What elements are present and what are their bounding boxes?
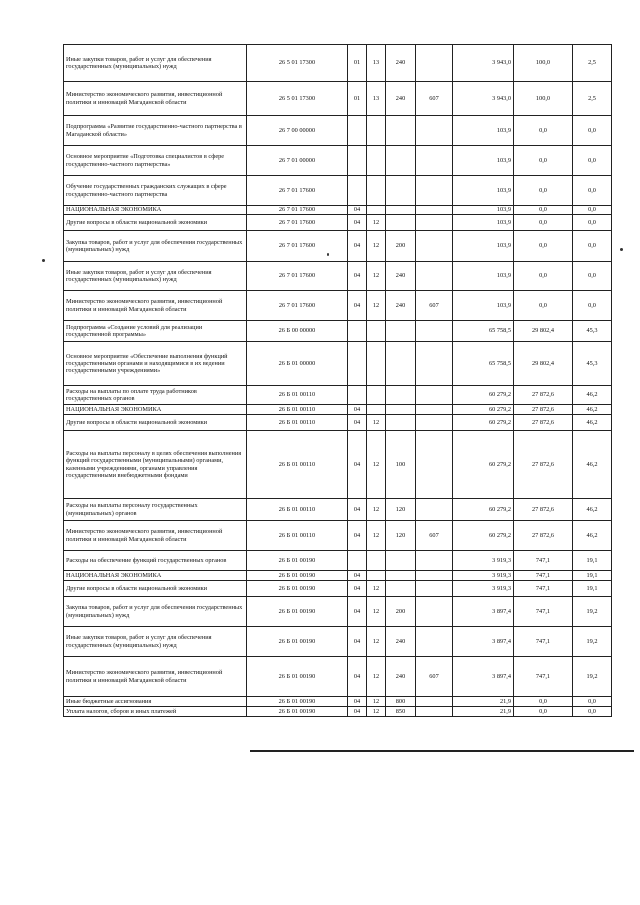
cell-plan: 60 279,2 (453, 499, 514, 521)
table-row (64, 321, 612, 342)
cell-exec: 0,0 (514, 176, 573, 206)
cell-sec: 01 (348, 45, 367, 82)
cell-sec: 04 (348, 415, 367, 431)
cell-pct: 46,2 (573, 405, 612, 415)
table-row (64, 551, 612, 571)
cell-dept (416, 627, 453, 657)
cell-dept (416, 231, 453, 262)
cell-pct: 45,3 (573, 321, 612, 342)
cell-exec: 747,1 (514, 597, 573, 627)
cell-plan: 103,9 (453, 116, 514, 146)
cell-dept (416, 707, 453, 717)
table-row (64, 116, 612, 146)
cell-plan: 103,9 (453, 231, 514, 262)
cell-dept (416, 45, 453, 82)
table-row (64, 342, 612, 386)
table-row (64, 521, 612, 551)
cell-plan: 3 919,3 (453, 551, 514, 571)
cell-code: 26 Б 01 00190 (247, 657, 348, 697)
cell-exec: 100,0 (514, 45, 573, 82)
cell-sub: 12 (367, 697, 386, 707)
cell-name: Министерство экономического развития, инвестиционной политики и инноваций Магаданской области (64, 657, 247, 697)
cell-dept: 607 (416, 291, 453, 321)
cell-sec: 04 (348, 215, 367, 231)
cell-sec: 04 (348, 231, 367, 262)
cell-sub: 12 (367, 707, 386, 717)
cell-exp: 240 (386, 262, 416, 291)
cell-exp (386, 551, 416, 571)
cell-exec: 0,0 (514, 697, 573, 707)
cell-sub: 13 (367, 82, 386, 116)
cell-sub (367, 321, 386, 342)
cell-sub (367, 386, 386, 405)
budget-table (63, 44, 612, 717)
cell-exp (386, 206, 416, 215)
cell-pct: 46,2 (573, 415, 612, 431)
cell-exp: 240 (386, 657, 416, 697)
cell-sub: 12 (367, 581, 386, 597)
cell-plan: 103,9 (453, 176, 514, 206)
cell-name: Основное мероприятие «Обеспечение выполнения функций государственными органами и находящимися в их ведении государственными учреждениями» (64, 342, 247, 386)
cell-sec (348, 342, 367, 386)
table-row (64, 431, 612, 499)
cell-exp: 100 (386, 431, 416, 499)
cell-name: Министерство экономического развития, инвестиционной политики и инноваций Магаданской области (64, 82, 247, 116)
cell-exec: 27 872,6 (514, 386, 573, 405)
cell-sec (348, 321, 367, 342)
cell-name: Закупка товаров, работ и услуг для обеспечения государственных (муниципальных) нужд (64, 231, 247, 262)
cell-sub (367, 342, 386, 386)
cell-sub: 12 (367, 431, 386, 499)
cell-name: Другие вопросы в области национальной экономики (64, 581, 247, 597)
cell-code: 26 7 01 17600 (247, 206, 348, 215)
cell-plan: 103,9 (453, 262, 514, 291)
cell-dept (416, 146, 453, 176)
table-row (64, 405, 612, 415)
cell-name: Подпрограмма «Создание условий для реализации государственной программы» (64, 321, 247, 342)
cell-sec: 04 (348, 627, 367, 657)
cell-code: 26 Б 01 00110 (247, 405, 348, 415)
cell-dept (416, 215, 453, 231)
cell-dept (416, 415, 453, 431)
cell-sec: 04 (348, 291, 367, 321)
cell-sub (367, 146, 386, 176)
cell-plan: 60 279,2 (453, 521, 514, 551)
cell-exec: 29 802,4 (514, 342, 573, 386)
cell-plan: 103,9 (453, 146, 514, 176)
cell-pct: 19,2 (573, 627, 612, 657)
cell-code: 26 7 01 17600 (247, 215, 348, 231)
table-row (64, 386, 612, 405)
cell-name: Иные закупки товаров, работ и услуг для обеспечения государственных (муниципальных) нужд (64, 627, 247, 657)
cell-pct: 0,0 (573, 291, 612, 321)
cell-dept (416, 206, 453, 215)
cell-exec: 100,0 (514, 82, 573, 116)
cell-exec: 0,0 (514, 146, 573, 176)
cell-dept: 607 (416, 657, 453, 697)
cell-code: 26 7 01 17600 (247, 176, 348, 206)
cell-code: 26 Б 01 00190 (247, 581, 348, 597)
cell-name: Закупка товаров, работ и услуг для обеспечения государственных (муниципальных) нужд (64, 597, 247, 627)
cell-exec: 0,0 (514, 291, 573, 321)
cell-exec: 29 802,4 (514, 321, 573, 342)
cell-dept: 607 (416, 521, 453, 551)
cell-code: 26 Б 01 00190 (247, 697, 348, 707)
cell-exp: 240 (386, 45, 416, 82)
cell-pct: 46,2 (573, 521, 612, 551)
cell-exp: 240 (386, 82, 416, 116)
cell-sec: 04 (348, 206, 367, 215)
cell-code: 26 7 00 00000 (247, 116, 348, 146)
cell-sec: 04 (348, 405, 367, 415)
cell-plan: 60 279,2 (453, 386, 514, 405)
cell-plan: 3 897,4 (453, 627, 514, 657)
cell-name: Другие вопросы в области национальной экономики (64, 415, 247, 431)
binding-hole-mark (42, 259, 45, 262)
cell-sub: 12 (367, 627, 386, 657)
cell-dept (416, 697, 453, 707)
cell-sub: 12 (367, 521, 386, 551)
cell-sub: 13 (367, 45, 386, 82)
cell-code: 26 Б 01 00000 (247, 342, 348, 386)
cell-sec: 04 (348, 571, 367, 581)
cell-exp (386, 215, 416, 231)
cell-exec: 747,1 (514, 571, 573, 581)
cell-exec: 0,0 (514, 262, 573, 291)
table-row (64, 707, 612, 717)
cell-sec (348, 116, 367, 146)
cell-exp (386, 571, 416, 581)
table-row (64, 45, 612, 82)
cell-exp (386, 405, 416, 415)
cell-name: Расходы на выплаты персоналу в целях обеспечения выполнения функций государственными (муниципальными) органами, казенными учреждениями, органами управления государственными внебюджетными фондами (64, 431, 247, 499)
cell-exp: 850 (386, 707, 416, 717)
cell-sec: 04 (348, 431, 367, 499)
cell-exp: 240 (386, 291, 416, 321)
cell-code: 26 7 01 17600 (247, 262, 348, 291)
cell-name: Расходы на выплаты персоналу государственных (муниципальных) органов (64, 499, 247, 521)
cell-sec: 04 (348, 657, 367, 697)
table-row (64, 499, 612, 521)
cell-dept (416, 551, 453, 571)
cell-exec: 27 872,6 (514, 521, 573, 551)
cell-sec: 04 (348, 597, 367, 627)
cell-sub: 12 (367, 597, 386, 627)
cell-pct: 19,2 (573, 657, 612, 697)
cell-sub: 12 (367, 262, 386, 291)
cell-pct: 19,1 (573, 551, 612, 571)
cell-pct: 0,0 (573, 215, 612, 231)
cell-code: 26 Б 01 00190 (247, 551, 348, 571)
cell-pct: 0,0 (573, 231, 612, 262)
cell-code: 26 Б 00 00000 (247, 321, 348, 342)
table-row (64, 146, 612, 176)
footer-rule (250, 750, 634, 752)
cell-pct: 19,1 (573, 581, 612, 597)
cell-name: Министерство экономического развития, инвестиционной политики и инноваций Магаданской области (64, 291, 247, 321)
cell-name: Иные закупки товаров, работ и услуг для обеспечения государственных (муниципальных) нужд (64, 45, 247, 82)
cell-dept (416, 321, 453, 342)
cell-sub: 12 (367, 231, 386, 262)
cell-code: 26 7 01 17600 (247, 291, 348, 321)
cell-code: 26 Б 01 00190 (247, 571, 348, 581)
cell-code: 26 7 01 00000 (247, 146, 348, 176)
table-row (64, 581, 612, 597)
cell-dept (416, 342, 453, 386)
cell-name: Подпрограмма «Развитие государственно-частного партнерства в Магаданской области» (64, 116, 247, 146)
cell-plan: 65 758,5 (453, 321, 514, 342)
cell-dept (416, 581, 453, 597)
cell-exp (386, 321, 416, 342)
cell-code: 26 Б 01 00110 (247, 499, 348, 521)
cell-pct: 0,0 (573, 116, 612, 146)
cell-plan: 3 919,3 (453, 581, 514, 597)
cell-name: Обучение государственных гражданских служащих в сфере государственно-частного партнерства (64, 176, 247, 206)
cell-dept (416, 386, 453, 405)
cell-exec: 747,1 (514, 657, 573, 697)
cell-code: 26 Б 01 00190 (247, 707, 348, 717)
cell-name: Расходы на выплаты по оплате труда работников государственных органов (64, 386, 247, 405)
cell-plan: 60 279,2 (453, 415, 514, 431)
scan-speck-mark (327, 253, 329, 256)
cell-sub: 12 (367, 291, 386, 321)
cell-name: НАЦИОНАЛЬНАЯ ЭКОНОМИКА (64, 405, 247, 415)
cell-sec: 04 (348, 499, 367, 521)
table-row (64, 415, 612, 431)
cell-exp (386, 176, 416, 206)
cell-pct: 0,0 (573, 697, 612, 707)
cell-plan: 103,9 (453, 291, 514, 321)
cell-pct: 0,0 (573, 176, 612, 206)
cell-exp (386, 386, 416, 405)
cell-exp (386, 415, 416, 431)
cell-exec: 0,0 (514, 116, 573, 146)
cell-pct: 0,0 (573, 707, 612, 717)
table-row (64, 82, 612, 116)
cell-dept (416, 571, 453, 581)
cell-plan: 21,9 (453, 707, 514, 717)
cell-code: 26 Б 01 00110 (247, 386, 348, 405)
cell-sub: 12 (367, 499, 386, 521)
cell-sec: 04 (348, 707, 367, 717)
cell-code: 26 Б 01 00190 (247, 597, 348, 627)
cell-code: 26 5 01 17300 (247, 82, 348, 116)
cell-exec: 0,0 (514, 707, 573, 717)
cell-code: 26 Б 01 00110 (247, 521, 348, 551)
cell-dept (416, 405, 453, 415)
table-row (64, 176, 612, 206)
cell-name: Иные бюджетные ассигнования (64, 697, 247, 707)
cell-sub (367, 405, 386, 415)
cell-sub (367, 176, 386, 206)
cell-sec: 04 (348, 521, 367, 551)
cell-exec: 0,0 (514, 215, 573, 231)
cell-exp: 200 (386, 231, 416, 262)
cell-dept (416, 116, 453, 146)
cell-sec: 04 (348, 262, 367, 291)
cell-sec (348, 551, 367, 571)
cell-name: Министерство экономического развития, инвестиционной политики и инноваций Магаданской области (64, 521, 247, 551)
cell-plan: 3 897,4 (453, 597, 514, 627)
cell-sec: 04 (348, 581, 367, 597)
cell-pct: 46,2 (573, 386, 612, 405)
cell-pct: 2,5 (573, 45, 612, 82)
cell-exp: 800 (386, 697, 416, 707)
cell-exec: 27 872,6 (514, 405, 573, 415)
cell-name: НАЦИОНАЛЬНАЯ ЭКОНОМИКА (64, 571, 247, 581)
cell-sec (348, 176, 367, 206)
cell-sub (367, 571, 386, 581)
cell-sec: 04 (348, 697, 367, 707)
cell-pct: 46,2 (573, 499, 612, 521)
cell-sub: 12 (367, 415, 386, 431)
cell-exp (386, 581, 416, 597)
cell-dept (416, 431, 453, 499)
cell-code: 26 Б 01 00110 (247, 415, 348, 431)
cell-dept (416, 597, 453, 627)
cell-code: 26 7 01 17600 (247, 231, 348, 262)
cell-pct: 0,0 (573, 206, 612, 215)
cell-dept (416, 499, 453, 521)
table-row (64, 571, 612, 581)
cell-pct: 46,2 (573, 431, 612, 499)
cell-exec: 0,0 (514, 231, 573, 262)
cell-name: Расходы на обеспечение функций государственных органов (64, 551, 247, 571)
cell-exec: 27 872,6 (514, 431, 573, 499)
cell-plan: 103,9 (453, 206, 514, 215)
cell-plan: 3 943,0 (453, 45, 514, 82)
cell-sub: 12 (367, 215, 386, 231)
cell-plan: 103,9 (453, 215, 514, 231)
cell-code: 26 Б 01 00190 (247, 627, 348, 657)
cell-pct: 19,2 (573, 597, 612, 627)
table-row (64, 206, 612, 215)
cell-plan: 60 279,2 (453, 405, 514, 415)
cell-exp (386, 146, 416, 176)
cell-exec: 747,1 (514, 627, 573, 657)
cell-sub (367, 116, 386, 146)
cell-exec: 747,1 (514, 581, 573, 597)
cell-pct: 45,3 (573, 342, 612, 386)
cell-pct: 2,5 (573, 82, 612, 116)
cell-dept: 607 (416, 82, 453, 116)
cell-sub (367, 551, 386, 571)
cell-sec: 01 (348, 82, 367, 116)
cell-plan: 60 279,2 (453, 431, 514, 499)
cell-name: Иные закупки товаров, работ и услуг для обеспечения государственных (муниципальных) нужд (64, 262, 247, 291)
cell-pct: 19,1 (573, 571, 612, 581)
cell-exec: 27 872,6 (514, 499, 573, 521)
cell-name: НАЦИОНАЛЬНАЯ ЭКОНОМИКА (64, 206, 247, 215)
cell-dept (416, 262, 453, 291)
cell-exp (386, 116, 416, 146)
cell-dept (416, 176, 453, 206)
cell-name: Уплата налогов, сборов и иных платежей (64, 707, 247, 717)
cell-pct: 0,0 (573, 262, 612, 291)
cell-exec: 0,0 (514, 206, 573, 215)
cell-plan: 65 758,5 (453, 342, 514, 386)
table-row (64, 627, 612, 657)
cell-pct: 0,0 (573, 146, 612, 176)
cell-code: 26 5 01 17300 (247, 45, 348, 82)
table-row (64, 657, 612, 697)
cell-plan: 3 897,4 (453, 657, 514, 697)
cell-exp: 240 (386, 627, 416, 657)
table-row (64, 291, 612, 321)
cell-sec (348, 146, 367, 176)
cell-exp: 200 (386, 597, 416, 627)
cell-sub (367, 206, 386, 215)
table-row (64, 697, 612, 707)
binding-hole-mark (620, 248, 623, 251)
cell-name: Основное мероприятие «Подготовка специалистов в сфере государственно-частного партнерства» (64, 146, 247, 176)
cell-exec: 747,1 (514, 551, 573, 571)
cell-sec (348, 386, 367, 405)
table-row (64, 597, 612, 627)
cell-exp (386, 342, 416, 386)
cell-exp: 120 (386, 499, 416, 521)
cell-code: 26 Б 01 00110 (247, 431, 348, 499)
table-row (64, 231, 612, 262)
cell-plan: 3 919,3 (453, 571, 514, 581)
cell-name: Другие вопросы в области национальной экономики (64, 215, 247, 231)
cell-exec: 27 872,6 (514, 415, 573, 431)
table-row (64, 262, 612, 291)
cell-exp: 120 (386, 521, 416, 551)
cell-sub: 12 (367, 657, 386, 697)
cell-plan: 21,9 (453, 697, 514, 707)
table-row (64, 215, 612, 231)
cell-plan: 3 943,0 (453, 82, 514, 116)
